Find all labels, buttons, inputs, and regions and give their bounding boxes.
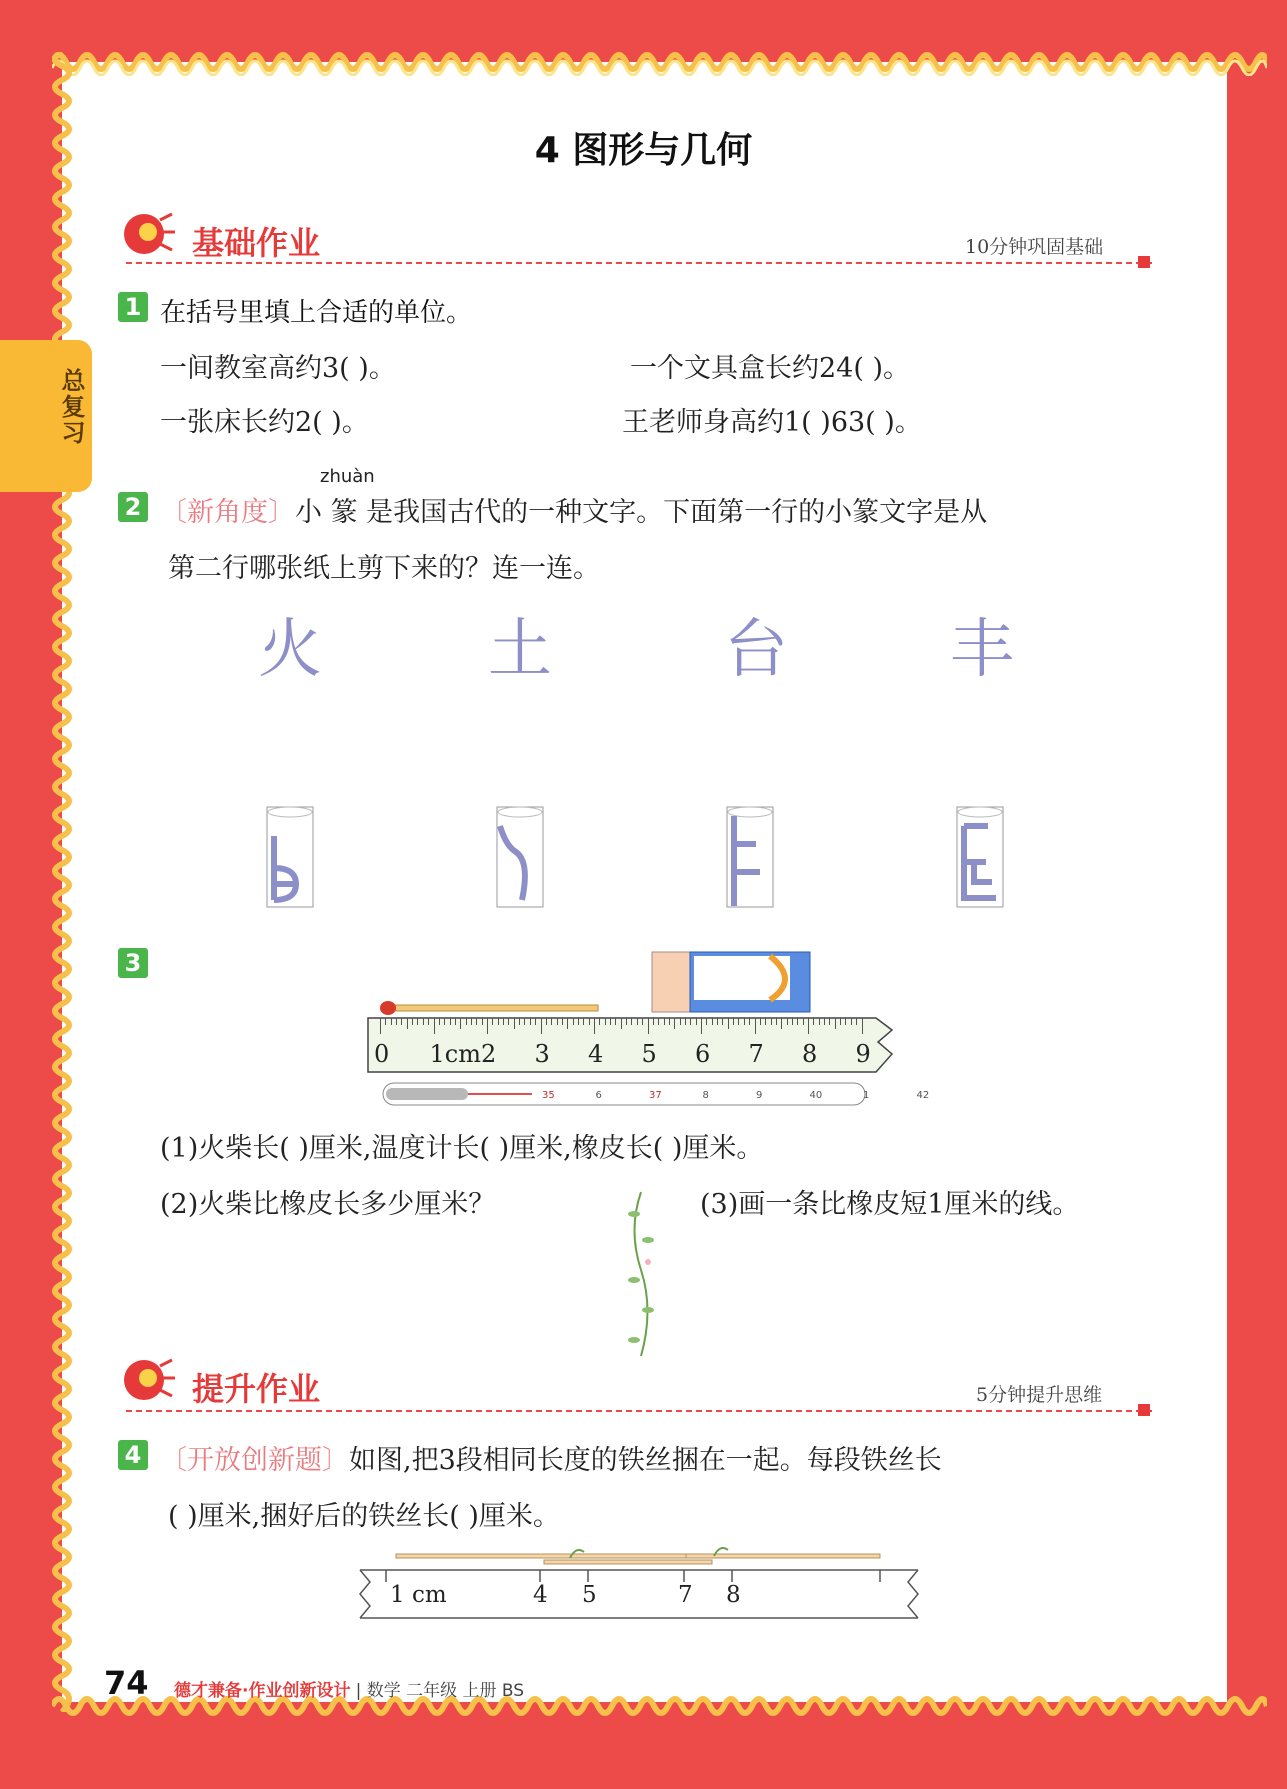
side-tab — [0, 340, 92, 492]
pinyin: zhuàn — [320, 466, 375, 487]
section-divider-end — [1138, 256, 1150, 268]
ruler-tick — [690, 1018, 691, 1025]
ruler-tick — [829, 1018, 830, 1025]
ruler-label: 5 — [641, 1040, 657, 1068]
ruler-tick — [648, 1018, 649, 1034]
ruler-tick — [578, 1018, 579, 1025]
thermo-label: 35 — [542, 1090, 555, 1101]
ruler-tick — [722, 1018, 723, 1025]
ruler-tick — [819, 1018, 820, 1025]
ruler-tick — [460, 1018, 461, 1029]
ruler-tick — [546, 1018, 547, 1025]
ruler-tick — [482, 1018, 483, 1025]
ruler-tick — [519, 1018, 520, 1025]
ruler-tick — [524, 1018, 525, 1025]
ruler-tick — [407, 1018, 408, 1029]
ruler-labels — [374, 1040, 900, 1070]
bell-icon — [120, 208, 176, 258]
ruler-ticks — [380, 1018, 880, 1038]
ruler-tick — [508, 1018, 509, 1025]
section-note-basic: 10分钟巩固基础 — [965, 236, 1104, 258]
ruler-tick — [621, 1018, 622, 1029]
ruler-tick — [733, 1018, 734, 1025]
q1-line1-left: 一间教室高约3( )。 — [160, 353, 396, 384]
ruler-tick — [492, 1018, 493, 1025]
ruler-tick — [653, 1018, 654, 1025]
ruler-tick — [530, 1018, 531, 1025]
footer-text — [174, 1676, 524, 1701]
ruler-tick — [412, 1018, 413, 1025]
ruler-tick — [680, 1018, 681, 1025]
ruler-tick — [803, 1018, 804, 1025]
ruler-tick — [583, 1018, 584, 1025]
question-number: 4 — [118, 1440, 148, 1470]
bell-icon — [120, 1354, 176, 1404]
ruler-tick — [658, 1018, 659, 1025]
ruler-tick — [771, 1018, 772, 1025]
ruler-label: 6 — [695, 1040, 711, 1068]
ruler-tick — [541, 1018, 542, 1034]
ruler-tick — [567, 1018, 568, 1029]
ruler-tick — [423, 1018, 424, 1025]
seal-glyph[interactable]: 丰 — [950, 613, 1014, 687]
ruler-tick — [808, 1018, 809, 1034]
wire-ruler-label: 4 — [533, 1582, 548, 1608]
ruler-tick — [391, 1018, 392, 1025]
ruler-tick — [631, 1018, 632, 1025]
seal-glyph[interactable]: 台 — [724, 613, 788, 687]
side-tab-label: 总复习 — [57, 368, 85, 446]
ruler-label: 2 — [481, 1040, 497, 1068]
footer-info: 数学 二年级 上册 BS — [366, 1681, 525, 1701]
thermo-label: 9 — [756, 1090, 763, 1101]
ruler-tick — [696, 1018, 697, 1025]
ruler-tick — [637, 1018, 638, 1025]
ruler-label: 4 — [588, 1040, 604, 1068]
seal-glyph[interactable]: 火 — [258, 613, 322, 687]
ruler-tick — [434, 1018, 435, 1034]
thermo-label: 6 — [595, 1090, 602, 1101]
ruler-tick — [776, 1018, 777, 1025]
ruler-tick — [728, 1018, 729, 1029]
thermo-label: 40 — [809, 1090, 823, 1101]
ruler-tick — [738, 1018, 739, 1025]
ruler-tick — [439, 1018, 440, 1025]
ruler-label: 7 — [748, 1040, 764, 1068]
ruler-tick — [514, 1018, 515, 1029]
ruler-tick — [503, 1018, 504, 1025]
seal-glyph[interactable]: 土 — [488, 613, 552, 687]
ruler-tick — [573, 1018, 574, 1025]
question-number: 1 — [118, 292, 148, 322]
ruler-tick — [466, 1018, 467, 1025]
ruler-tick — [455, 1018, 456, 1025]
ruler-tick — [824, 1018, 825, 1025]
ruler-tick — [605, 1018, 606, 1025]
q3-part2: (2)火柴比橡皮长多少厘米？ — [160, 1189, 496, 1220]
ruler-tick — [755, 1018, 756, 1034]
ruler-tick — [744, 1018, 745, 1025]
page-title: 4 图形与几何 — [534, 130, 753, 171]
cut-paper[interactable] — [266, 806, 314, 908]
ruler-tick — [428, 1018, 429, 1025]
thermo-label: 37 — [649, 1090, 662, 1101]
wire-ruler-label: 5 — [582, 1582, 597, 1608]
ruler-tick — [835, 1018, 836, 1029]
ruler-label: 1cm — [429, 1040, 481, 1068]
ruler-tick — [797, 1018, 798, 1025]
q4-line1 — [160, 1438, 942, 1477]
q2-line1 — [160, 490, 987, 529]
ruler-tick — [845, 1018, 846, 1025]
question-number: 2 — [118, 492, 148, 522]
ruler-label: 8 — [802, 1040, 818, 1068]
q2-line2: 第二行哪张纸上剪下来的？连一连。 — [168, 553, 600, 584]
ruler-tick — [862, 1018, 863, 1034]
ruler-tick — [669, 1018, 670, 1025]
ruler-tick — [487, 1018, 488, 1034]
ruler-tick — [674, 1018, 675, 1029]
ruler-tick — [685, 1018, 686, 1025]
q1-line1-right: 一个文具盒长约24( )。 — [630, 353, 911, 384]
ruler-tick — [380, 1018, 381, 1034]
thermo-label: 42 — [916, 1090, 930, 1101]
ruler-label: 0 — [374, 1040, 390, 1068]
q2-text1: 小 篆 是我国古代的一种文字。下面第一行的小篆文字是从 — [295, 497, 988, 528]
q1-line2-right: 王老师身高约1( )63( )。 — [622, 407, 922, 438]
ruler-tick — [557, 1018, 558, 1025]
q4-tag: 〔开放创新题〕 — [160, 1445, 349, 1476]
eraser-illustration — [650, 950, 814, 1016]
q2-tag: 〔新角度〕 — [160, 497, 295, 528]
ruler-tick — [396, 1018, 397, 1025]
ruler-tick — [551, 1018, 552, 1025]
ruler-tick — [471, 1018, 472, 1025]
ruler-tick — [717, 1018, 718, 1025]
ruler-tick — [535, 1018, 536, 1025]
ruler-tick — [765, 1018, 766, 1025]
ruler-tick — [701, 1018, 702, 1034]
ruler-tick — [594, 1018, 595, 1034]
thermometer-labels — [382, 1090, 930, 1104]
thermo-label: 1 — [863, 1090, 870, 1101]
ruler-tick — [610, 1018, 611, 1025]
ruler-tick — [712, 1018, 713, 1025]
ruler-tick — [851, 1018, 852, 1025]
footer-brand: 德才兼备·作业创新设计 — [174, 1681, 351, 1701]
ruler-tick — [840, 1018, 841, 1025]
ruler-tick — [444, 1018, 445, 1025]
ruler-tick — [589, 1018, 590, 1025]
ruler-tick — [642, 1018, 643, 1025]
wire-ruler-label: 7 — [678, 1582, 693, 1608]
ruler-tick — [385, 1018, 386, 1025]
ruler-tick — [760, 1018, 761, 1025]
q1-line2-left: 一张床长约2( )。 — [160, 407, 369, 438]
section-title-basic: 基础作业 — [192, 224, 321, 262]
ruler-label: 3 — [534, 1040, 550, 1068]
wire-ruler-label: 1 cm — [390, 1582, 447, 1608]
ruler-tick — [781, 1018, 782, 1029]
q3-part1: (1)火柴长( )厘米,温度计长( )厘米,橡皮长( )厘米。 — [160, 1133, 764, 1164]
section-divider-end — [1138, 1404, 1150, 1416]
ruler-label: 9 — [855, 1040, 871, 1068]
wavy-border-left — [48, 52, 76, 1712]
q1-prompt: 在括号里填上合适的单位。 — [160, 298, 473, 328]
section-title-advanced: 提升作业 — [192, 1370, 321, 1408]
section-divider — [126, 1410, 1152, 1412]
wire-ruler-label: 8 — [726, 1582, 741, 1608]
ruler-tick — [787, 1018, 788, 1025]
question-number: 3 — [118, 948, 148, 978]
ruler-tick — [813, 1018, 814, 1025]
wavy-border-top — [52, 48, 1267, 76]
ruler-tick — [417, 1018, 418, 1025]
ruler-tick — [626, 1018, 627, 1025]
ruler-tick — [856, 1018, 857, 1025]
ruler-tick — [562, 1018, 563, 1025]
ruler-tick — [792, 1018, 793, 1025]
q4-text1: 如图,把3段相同长度的铁丝捆在一起。每段铁丝长 — [349, 1445, 942, 1476]
thermo-label: 8 — [702, 1090, 709, 1101]
ruler-tick — [706, 1018, 707, 1025]
ruler-tick — [401, 1018, 402, 1025]
vine-decoration — [624, 1190, 658, 1358]
cut-paper[interactable] — [956, 806, 1004, 908]
q4-line2: ( )厘米,捆好后的铁丝长( )厘米。 — [168, 1501, 560, 1532]
ruler-tick — [664, 1018, 665, 1025]
ruler-tick — [476, 1018, 477, 1025]
section-note-advanced: 5分钟提升思维 — [976, 1384, 1103, 1406]
wire-ruler-labels — [358, 1582, 922, 1612]
cut-paper[interactable] — [496, 806, 544, 908]
ruler-tick — [749, 1018, 750, 1025]
cut-paper[interactable] — [726, 806, 774, 908]
page-number: 74 — [104, 1664, 149, 1702]
ruler-tick — [615, 1018, 616, 1025]
ruler-tick — [498, 1018, 499, 1025]
ruler-tick — [599, 1018, 600, 1025]
ruler-tick — [450, 1018, 451, 1025]
section-divider — [126, 262, 1152, 264]
footer-divider: | — [355, 1681, 367, 1701]
q3-part3: (3)画一条比橡皮短1厘米的线。 — [700, 1189, 1080, 1220]
